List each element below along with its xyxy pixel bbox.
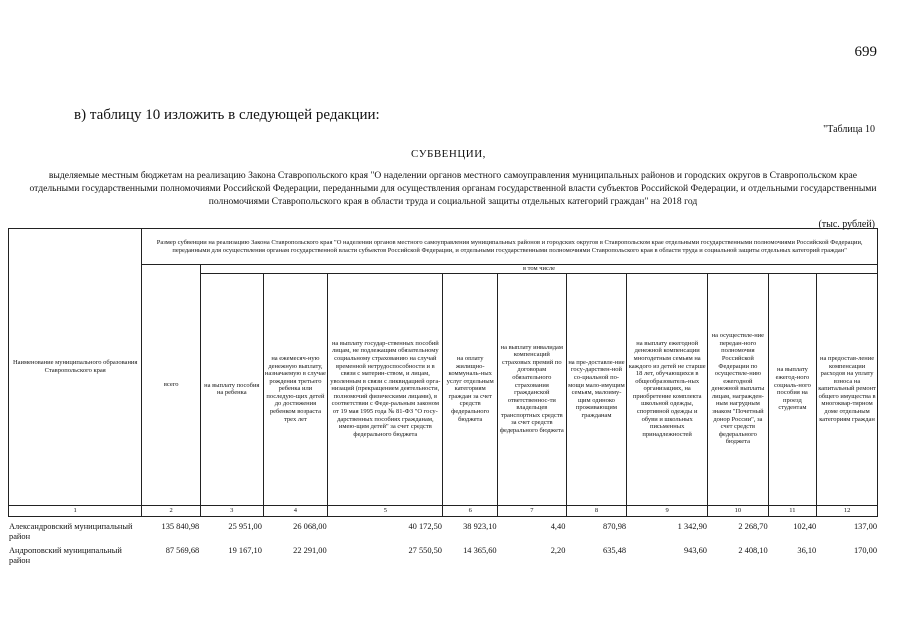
table-cell: 1 342,90 [677, 522, 707, 531]
column-number: 11 [768, 505, 816, 516]
header-col-3: на выплату пособия на ребенка [200, 273, 263, 505]
table-cell: 87 569,68 [165, 546, 200, 555]
header-total: всего [142, 265, 201, 506]
table-cell: 26 068,00 [293, 522, 327, 531]
header-col-11: на выплату ежегод-ного социаль-ного пособия на проезд студентам [768, 273, 816, 505]
table-cell: 635,48 [603, 546, 627, 555]
district-name: Андроповский муниципальный район [9, 546, 122, 565]
table-row [8, 546, 878, 570]
header-col-8: на пре-доставле-ние госу-дарствен-ной со-циальной по-мощи мало-имущим семьям, малоиму-щим одиноко проживающим гражданам [566, 273, 627, 505]
table-cell: 2 408,10 [738, 546, 768, 555]
table-cell: 19 167,10 [228, 546, 262, 555]
table-cell: 14 365,60 [463, 546, 497, 555]
column-number: 2 [142, 505, 201, 516]
column-number: 8 [566, 505, 627, 516]
document-title: СУБВЕНЦИИ, [411, 148, 486, 160]
header-name-column: Наименование муниципального образования Ставропольского края [9, 229, 142, 506]
column-number: 3 [200, 505, 263, 516]
header-including: в том числе [200, 265, 877, 274]
table-cell: 943,60 [683, 546, 707, 555]
column-number: 9 [627, 505, 708, 516]
table-cell: 4,40 [550, 522, 566, 531]
table-label: "Таблица 10 [823, 124, 875, 135]
unit-label: (тыс. рублей) [818, 219, 875, 230]
table-cell: 25 951,00 [228, 522, 262, 531]
table-cell: 36,10 [797, 546, 817, 555]
table-cell: 102,40 [793, 522, 817, 531]
header-col-7: на выплату инвалидам компенсаций страховых премий по договорам обязательного страхования гражданской ответственнос-ти владельцев транспортных средств за счет средств федерального бюджета [497, 273, 566, 505]
district-name: Александровский муниципальный район [9, 522, 133, 541]
intro-text: в) таблицу 10 изложить в следующей редакции: [74, 107, 380, 123]
column-number: 1 [9, 505, 142, 516]
column-number: 7 [497, 505, 566, 516]
column-number: 5 [328, 505, 443, 516]
header-subsidy-size: Размер субвенции на реализацию Закона Ставропольского края "О наделении органов местного самоуправления муниципальных районов и городских округов в Ставропольском крае отдельными государственными полномочиями Российской Федерации, переданными для осуществления органам государственной власти субъектов Российской Федерации, и отдельными государственными полномочиями Ставропольского края в области труда и социальной защиты отдельных категорий граждан" [142, 229, 878, 265]
table-cell: 135 840,98 [161, 522, 200, 531]
header-col-4: на ежемесяч-ную денежную выплату, назначаемую в случае рождения третьего ребенка или последую-щих детей до достижения ребенком возраста трех лет [263, 273, 328, 505]
column-number: 10 [708, 505, 769, 516]
subsidy-table-header [8, 228, 878, 517]
table-row [8, 522, 878, 546]
column-number: 12 [817, 505, 878, 516]
table-cell: 870,98 [603, 522, 627, 531]
subsidy-table-body [8, 522, 878, 570]
table-cell: 22 291,00 [293, 546, 327, 555]
table-cell: 2 268,70 [738, 522, 768, 531]
table-cell: 40 172,50 [408, 522, 442, 531]
header-col-12: на предостав-ление компенсации расходов на уплату взноса на капитальный ремонт общего имущества в многоквар-тирном доме отдельным категориям граждан [817, 273, 878, 505]
page-number: 699 [854, 44, 877, 60]
column-number: 6 [443, 505, 498, 516]
column-number: 4 [263, 505, 328, 516]
header-col-6: на оплату жилищно-коммуналь-ных услуг отдельным категориям граждан за счет средств федерального бюджета [443, 273, 498, 505]
header-col-9: на выплату ежегодной денежной компенсации многодетным семьям на каждого из детей не старше 18 лет, обучающихся в общеобразователь-ных организациях, на приобретение комплекта школьной одежды, спортивной одежды и обуви и школьных письменных принадлежностей [627, 273, 708, 505]
table-cell: 38 923,10 [463, 522, 497, 531]
header-col-10: на осуществле-ние передан-ного полномочия Российской Федерации по осуществле-нию ежегодной денежной выплаты лицам, награжден-ным нагрудным знаком "Почетный донор России", за счет средств федерального бюджета [708, 273, 769, 505]
header-col-5: на выплату государ-ственных пособий лицам, не подлежащим обязательному социальному страхованию на случай временной нетрудоспособности и в связи с материн-ством, и лицам, уволенным в связи с ликвидацией орга-низаций (прекращением деятельности, полномочий физическими лицами), в соответствии с Феде-ральным законом от 19 мая 1995 года № 81-ФЗ "О госу-дарственных пособиях гражданам, имею-щим детей" за счет средств федерального бюджета [328, 273, 443, 505]
document-subtitle: выделяемые местным бюджетам на реализацию Закона Ставропольского края "О наделении органов местного самоуправления муниципальных районов и городских округов в Ставропольском крае отдельными государственными полномочиями Российской Федерации, переданными для осуществления органам государственной власти субъектов Российской Федерации, и отдельными государственными полномочиями Ставропольского края в области труда и социальной защиты отдельных категорий граждан" на 2018 год [29, 170, 877, 207]
table-cell: 137,00 [853, 522, 877, 531]
table-cell: 170,00 [853, 546, 877, 555]
table-cell: 27 550,50 [408, 546, 442, 555]
table-cell: 2,20 [550, 546, 566, 555]
